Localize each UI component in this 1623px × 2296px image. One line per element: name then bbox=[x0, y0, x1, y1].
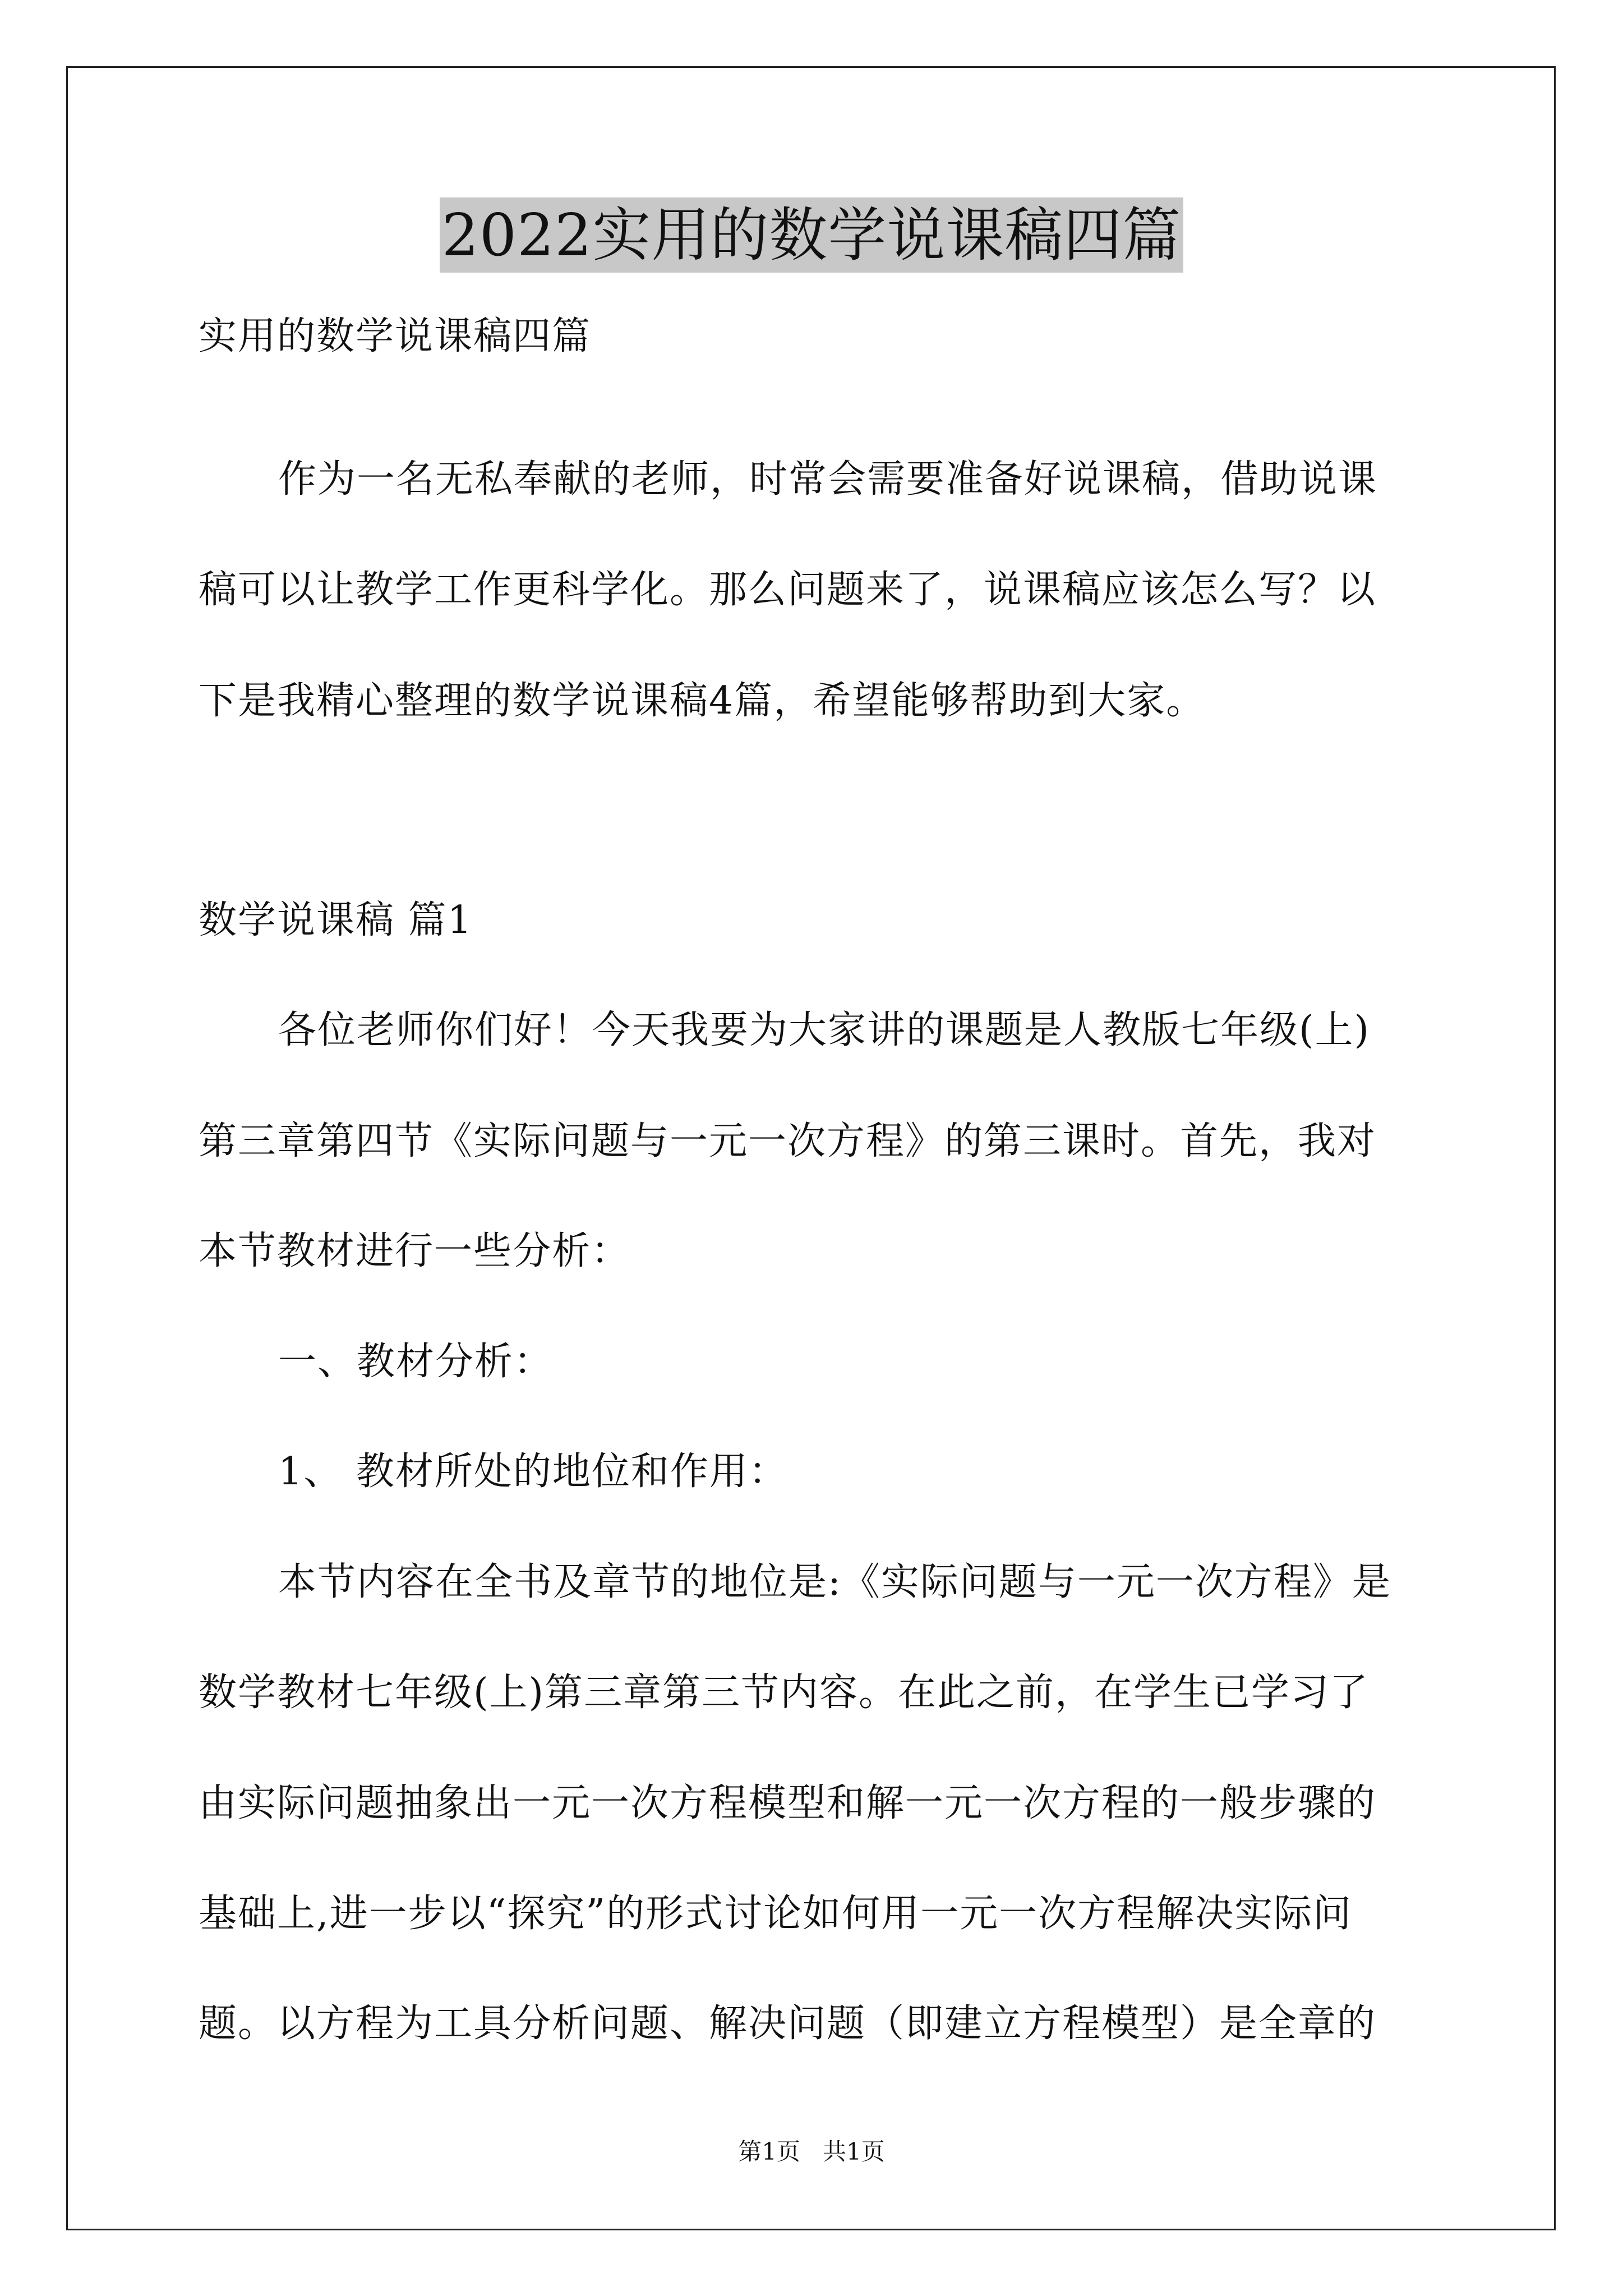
paragraph-line: 本节内容在全书及章节的地位是:《实际问题与一元一次方程》是 bbox=[278, 1560, 1391, 1604]
paragraph-line: 本节教材进行一些分析： bbox=[199, 1229, 631, 1273]
paragraph-line: 各位老师你们好！今天我要为大家讲的课题是人教版七年级(上) bbox=[278, 1008, 1371, 1052]
paragraph-line: 题。以方程为工具分析问题、解决问题（即建立方程模型）是全章的 bbox=[199, 2001, 1377, 2046]
document-subtitle: 实用的数学说课稿四篇 bbox=[199, 314, 592, 358]
subheading: 一、教材分析： bbox=[278, 1340, 554, 1384]
document-title: 2022实用的数学说课稿四篇 bbox=[440, 197, 1184, 273]
subheading: 1、 教材所处的地位和作用： bbox=[278, 1450, 788, 1494]
paragraph-line: 基础上,进一步以“探究”的形式讨论如何用一元一次方程解决实际问 bbox=[199, 1892, 1353, 1936]
paragraph-line: 稿可以让教学工作更科学化。那么问题来了，说课稿应该怎么写？以 bbox=[199, 568, 1377, 612]
paragraph-line: 作为一名无私奉献的老师，时常会需要准备好说课稿，借助说课 bbox=[278, 457, 1378, 501]
paragraph-line: 数学教材七年级(上)第三章第三节内容。在此之前，在学生已学习了 bbox=[199, 1671, 1370, 1715]
paragraph-line: 下是我精心整理的数学说课稿4篇，希望能够帮助到大家。 bbox=[199, 679, 1206, 723]
section-heading: 数学说课稿 篇1 bbox=[199, 898, 473, 942]
title-wrap bbox=[0, 197, 1623, 273]
paragraph-line: 由实际问题抽象出一元一次方程模型和解一元一次方程的一般步骤的 bbox=[199, 1781, 1377, 1825]
paragraph-line: 第三章第四节《实际问题与一元一次方程》的第三课时。首先，我对 bbox=[199, 1119, 1377, 1163]
page-footer: 第1页 共1页 bbox=[738, 2138, 885, 2165]
